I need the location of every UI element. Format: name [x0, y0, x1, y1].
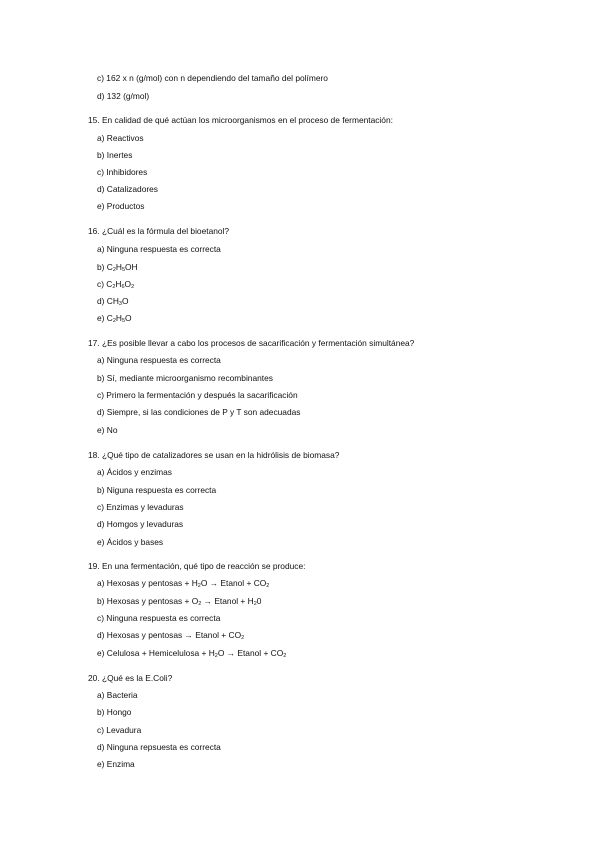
q15-option-b: b) Inertes: [97, 150, 133, 160]
q18-option-c: c) Enzimas y levaduras: [97, 502, 184, 512]
q15-option-a: a) Reactivos: [97, 133, 144, 143]
q19-option-a: a) Hexosas y pentosas + $H_2O$ → Etanol + $CO_2$: [97, 578, 270, 589]
q16-option-b: b) $C_2H_5OH$: [97, 262, 138, 273]
q15-option-d: d) Catalizadores: [97, 184, 158, 194]
q18-option-b: b) Niguna respuesta es correcta: [97, 485, 217, 495]
q16-option-e: e) $C_2H_5O$: [97, 313, 132, 324]
q20-option-e: e) Enzima: [97, 759, 135, 769]
q17-option-c: c) Primero la fermentación y después la sacarificación: [97, 390, 298, 400]
q20-option-a: a) Bacteria: [97, 690, 138, 700]
q19-option-d: d) Hexosas y pentosas → Etanol + $CO_2$: [97, 630, 245, 641]
q19-option-e: e) Celulosa + Hemicelulosa + $H_2O$ → Etanol + $CO_2$: [97, 648, 287, 659]
q17-option-a: a) Ninguna respuesta es correcta: [97, 355, 221, 365]
q19-option-c: c) Ninguna respuesta es correcta: [97, 613, 221, 623]
arrow-icon: →: [203, 596, 213, 606]
arrow-icon: →: [209, 578, 219, 588]
q18-option-a: a) Ácidos y enzimas: [97, 467, 172, 477]
option-d-prev: d) 132 (g/mol): [97, 91, 150, 101]
q17-option-b: b) Sí, mediante microorganismo recombinantes: [97, 373, 273, 383]
arrow-icon: →: [226, 648, 236, 658]
option-c-prev: c) 162 x n (g/mol) con n dependiendo del tamaño del polímero: [97, 73, 328, 83]
question-18-title: 18. ¿Qué tipo de catalizadores se usan en la hidrólisis de biomasa?: [88, 450, 340, 460]
question-20-title: 20. ¿Qué es la E.Coli?: [88, 673, 173, 683]
q20-option-b: b) Hongo: [97, 707, 132, 717]
q17-option-d: d) Siempre, si las condiciones de P y T son adecuadas: [97, 407, 301, 417]
q16-option-c: c) $C_2H_6O_2$: [97, 279, 135, 290]
question-16-title: 16. ¿Cuál es la fórmula del bioetanol?: [88, 226, 230, 236]
arrow-icon: →: [184, 630, 193, 640]
q15-option-e: e) Productos: [97, 201, 145, 211]
q18-option-e: e) Ácidos y bases: [97, 537, 164, 547]
question-17-title: 17. ¿Es posible llevar a cabo los procesos de sacarificación y fermentación simultánea?: [88, 338, 415, 348]
q16-option-d: d) $CH_3O$: [97, 296, 129, 307]
q20-option-c: c) Levadura: [97, 725, 142, 735]
q19-option-b: b) Hexosas y pentosas + $O_2$ → Etanol + $H_20$: [97, 596, 262, 607]
question-19-title: 19. En una fermentación, qué tipo de reacción se produce:: [88, 561, 306, 571]
q17-option-e: e) No: [97, 425, 118, 435]
q20-option-d: d) Ninguna repsuesta es correcta: [97, 742, 221, 752]
q15-option-c: c) Inhibidores: [97, 167, 148, 177]
q18-option-d: d) Homgos y levaduras: [97, 519, 184, 529]
question-15-title: 15. En calidad de qué actúan los microorganismos en el proceso de fermentación:: [88, 115, 393, 125]
q16-option-a: a) Ninguna respuesta es correcta: [97, 244, 221, 254]
